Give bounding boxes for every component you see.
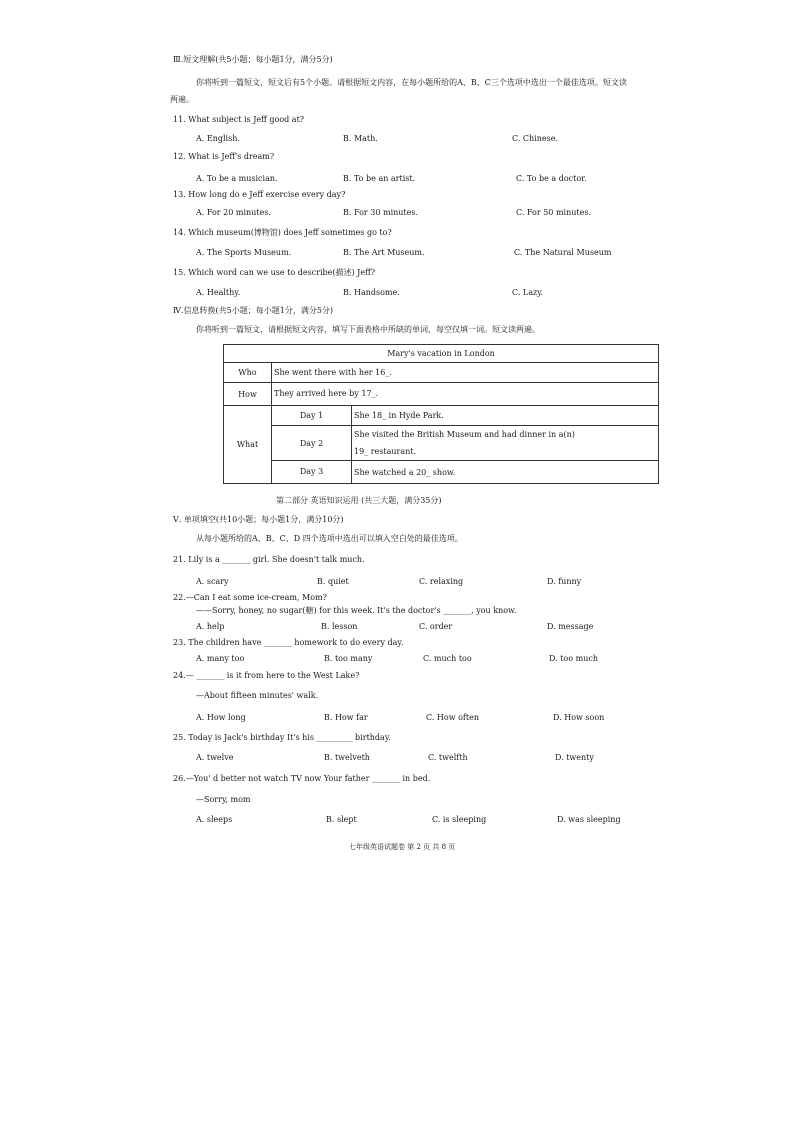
- q24-option-c: C. How often: [426, 713, 479, 722]
- q26-option-c: C. is sleeping: [432, 815, 487, 824]
- day-label-3: Day 3: [272, 461, 352, 484]
- table-title: Mary's vacation in London: [224, 345, 659, 363]
- row-label-how: How: [224, 383, 272, 406]
- section4-heading: Ⅳ.信息转换(共5小题；每小题1分，满分5分): [173, 306, 334, 315]
- row-label-who: Who: [224, 363, 272, 383]
- q23-option-d: D. too much: [549, 654, 598, 663]
- section3-instruction-cont: 两遍。: [170, 95, 194, 104]
- q22-stem-cont: ——Sorry, honey, no sugar(糖) for this week. It's the doctor's _______, you know.: [196, 606, 517, 615]
- q13-option-a: A. For 20 minutes.: [196, 208, 271, 217]
- q14-option-b: B. The Art Museum.: [343, 248, 425, 257]
- q15-option-b: B. Handsome.: [343, 288, 400, 297]
- answer-cell-18: She 18_ in Hyde Park.: [352, 406, 659, 426]
- section3-heading: Ⅲ.短文理解(共5小题；每小题1分，满分5分): [173, 55, 333, 64]
- q24-stem-cont: —About fifteen minutes' walk.: [196, 691, 319, 700]
- q15-stem: 15. Which word can we use to describe(描述) Jeff?: [173, 268, 376, 277]
- q26-option-b: B. slept: [326, 815, 357, 824]
- answer-cell-20: She watched a 20_ show.: [352, 461, 659, 484]
- q25-option-b: B. twelveth: [324, 753, 370, 762]
- row-label-what: What: [224, 406, 272, 484]
- q21-option-b: B. quiet: [317, 577, 349, 586]
- q11-option-b: B. Math.: [343, 134, 378, 143]
- q21-option-c: C. relaxing: [419, 577, 464, 586]
- q23-option-c: C. much too: [423, 654, 472, 663]
- info-table: [223, 344, 659, 484]
- q22-stem: 22.—Can I eat some ice-cream, Mom?: [173, 593, 327, 602]
- q21-stem: 21. Lily is a _______ girl. She doesn't talk much.: [173, 555, 365, 564]
- q22-option-d: D. message: [547, 622, 594, 631]
- q11-stem: 11. What subject is Jeff good at?: [173, 115, 305, 124]
- q12-option-a: A. To be a musician.: [196, 174, 278, 183]
- q12-stem: 12. What is Jeff's dream?: [173, 152, 275, 161]
- section3-instruction: 你将听到一篇短文，短文后有5个小题。请根据短文内容，在每小题所给的A、B、C三个选项中选出一个最佳选项。短文读: [196, 78, 627, 87]
- section5-heading: Ⅴ. 单项填空(共10小题；每小题1分，满分10分): [173, 515, 344, 524]
- q11-option-a: A. English.: [196, 134, 240, 143]
- q25-option-c: C. twelfth: [428, 753, 468, 762]
- q25-option-a: A. twelve: [196, 753, 234, 762]
- q22-option-b: B. lesson: [321, 622, 358, 631]
- q11-option-c: C. Chinese.: [512, 134, 559, 143]
- q26-option-d: D. was sleeping: [557, 815, 621, 824]
- q14-option-c: C. The Natural Museum: [514, 248, 612, 257]
- day2-line1: She visited the British Museum and had dinner in a(n): [354, 430, 575, 439]
- q26-stem: 26.—You' d better not watch TV now Your father _______ in bed.: [173, 774, 431, 783]
- q26-stem-cont: —Sorry, mom: [196, 795, 251, 804]
- q12-option-c: C. To be a doctor.: [516, 174, 587, 183]
- q23-stem: 23. The children have _______ homework to do every day.: [173, 638, 404, 647]
- q15-option-a: A. Healthy.: [196, 288, 241, 297]
- answer-cell-16: She went there with her 16_.: [272, 363, 659, 383]
- q26-option-a: A. sleeps: [196, 815, 233, 824]
- q21-option-a: A. scary: [196, 577, 229, 586]
- answer-cell-19: [352, 426, 659, 461]
- answer-cell-17: They arrived here by 17_.: [272, 383, 659, 406]
- q24-stem: 24.— _______ is it from here to the West Lake?: [173, 671, 360, 680]
- q21-option-d: D. funny: [547, 577, 582, 586]
- q24-option-d: D. How soon: [553, 713, 605, 722]
- day-label-2: Day 2: [272, 426, 352, 461]
- q13-stem: 13. How long do e Jeff exercise every day?: [173, 190, 346, 199]
- q13-option-b: B. For 30 minutes.: [343, 208, 419, 217]
- q14-option-a: A. The Sports Museum.: [196, 248, 292, 257]
- q23-option-b: B. too many: [324, 654, 373, 663]
- day2-line2: 19_ restaurant.: [354, 447, 417, 456]
- q13-option-c: C. For 50 minutes.: [516, 208, 591, 217]
- q14-stem: 14. Which museum(博物馆) does Jeff sometimes go to?: [173, 228, 392, 237]
- q22-option-a: A. help: [196, 622, 225, 631]
- section4-instruction: 你将听到一篇短文，请根据短文内容，填写下面表格中所缺的单词，每空仅填一词。短文读两遍。: [196, 325, 540, 334]
- q23-option-a: A. many too: [196, 654, 245, 663]
- day-label-1: Day 1: [272, 406, 352, 426]
- part2-title: 第二部分 英语知识运用 (共三大题，满分35分): [276, 496, 442, 505]
- section5-instruction: 从每小题所给的A、B、C、D 四个选项中选出可以填入空白处的最佳选项。: [196, 534, 463, 543]
- q24-option-a: A. How long: [196, 713, 246, 722]
- q25-stem: 25. Today is Jack's birthday It's his _________ birthday.: [173, 733, 391, 742]
- q25-option-d: D. twenty: [555, 753, 594, 762]
- q22-option-c: C. order: [419, 622, 453, 631]
- q24-option-b: B. How far: [324, 713, 368, 722]
- page-footer: 七年级英语试题卷 第 2 页 共 8 页: [349, 843, 456, 851]
- q12-option-b: B. To be an artist.: [343, 174, 416, 183]
- q15-option-c: C. Lazy.: [512, 288, 544, 297]
